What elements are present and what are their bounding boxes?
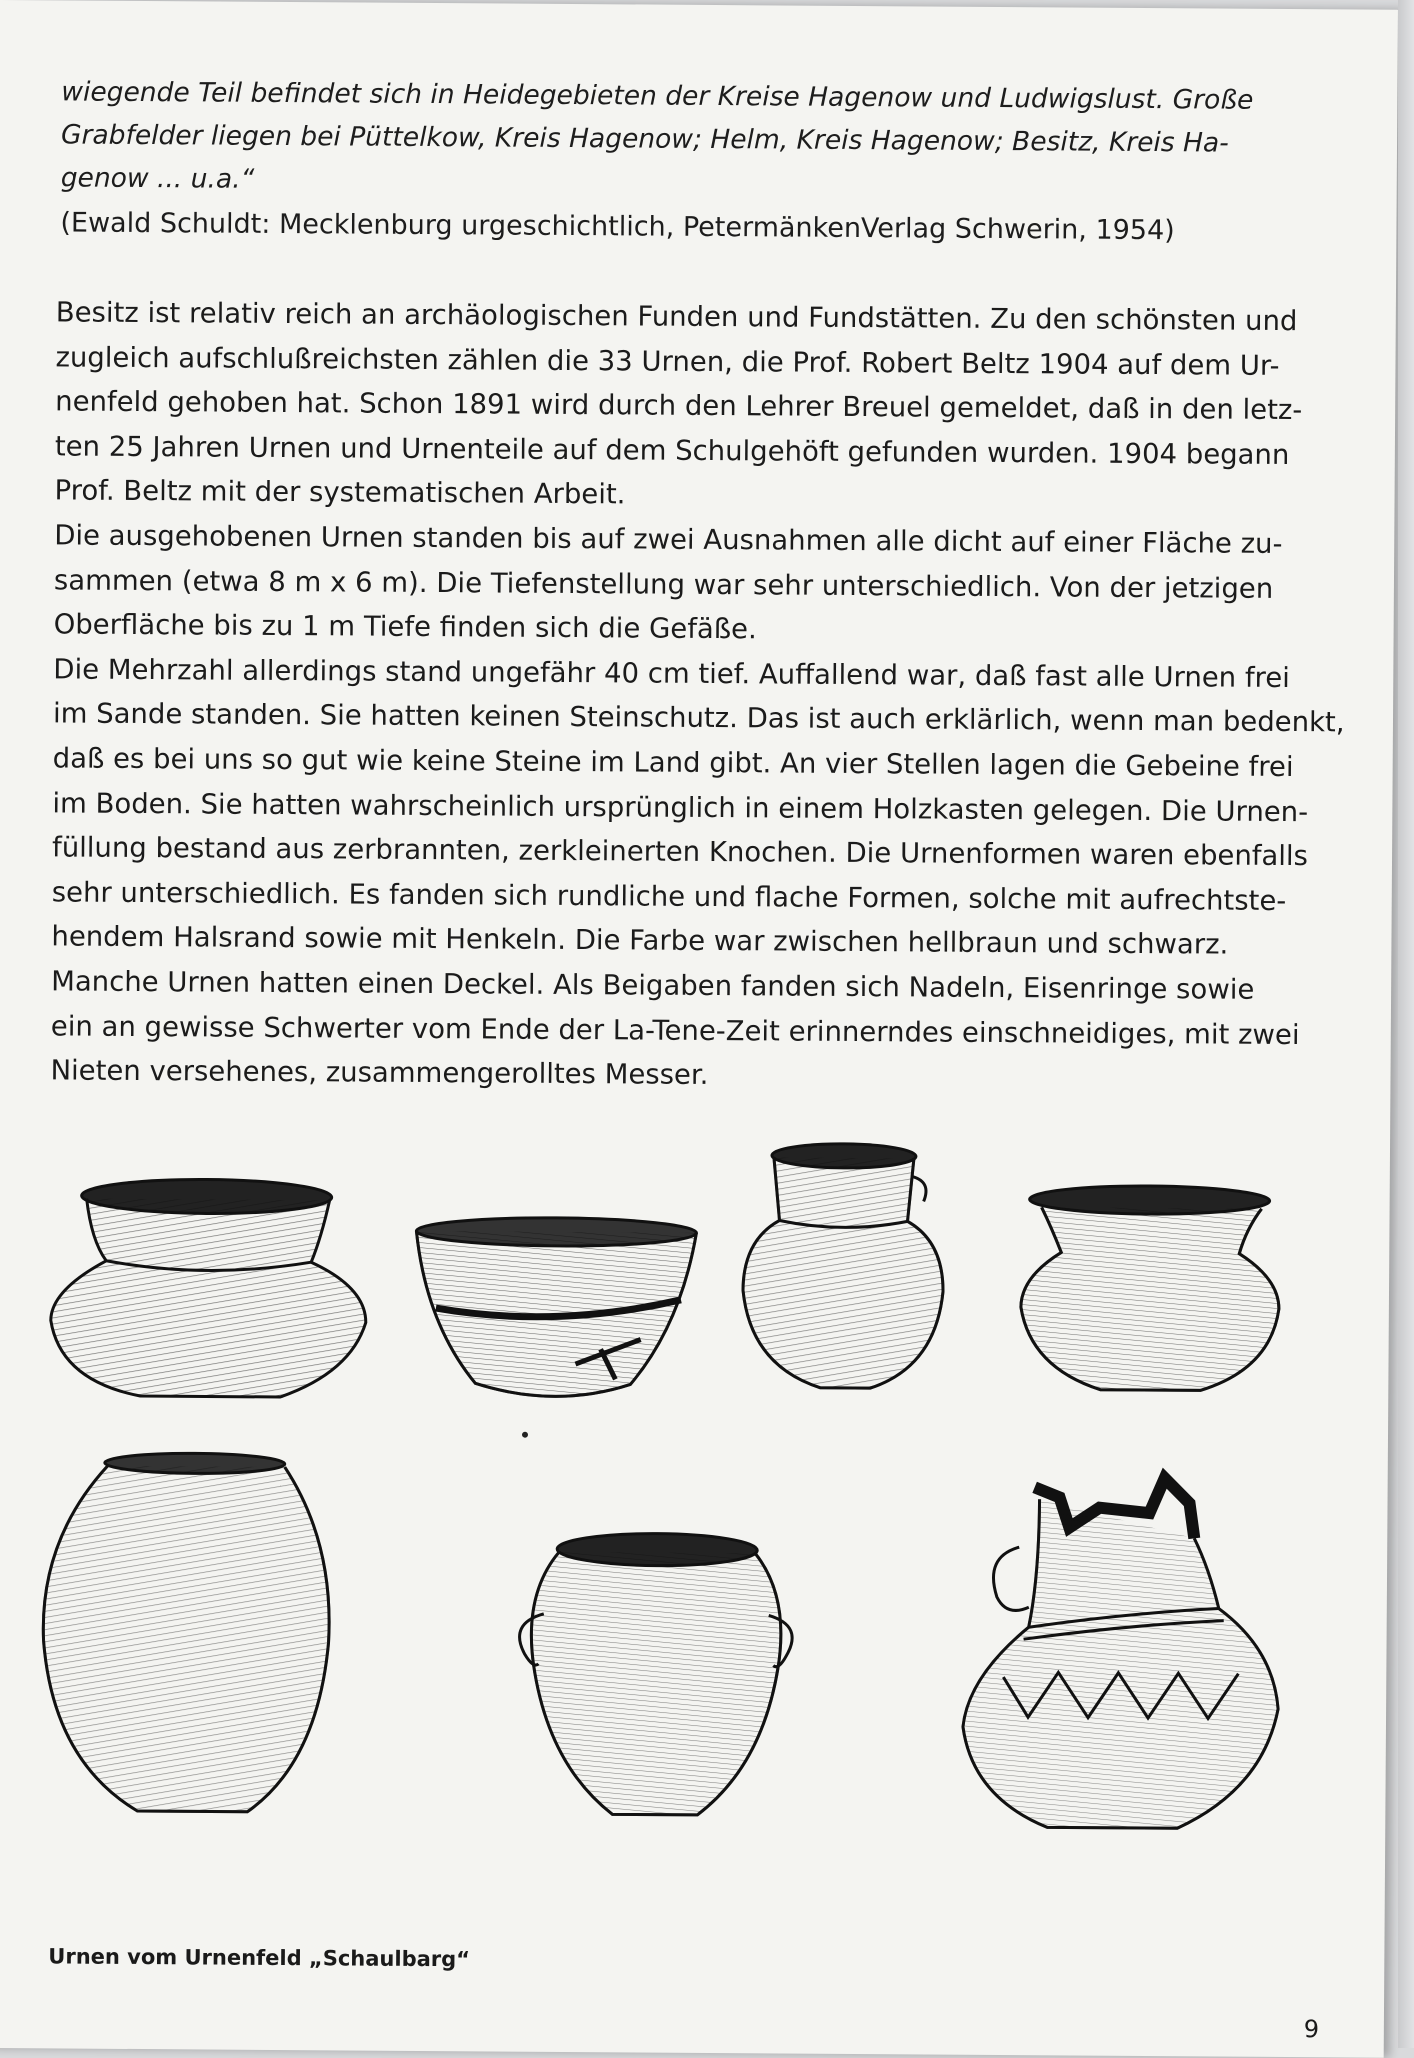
text-line: Die Mehrzahl allerdings stand ungefähr 40 cm tief. Auffallend war, daß fast alle Urnen frei [53,653,1290,694]
urn-7 [962,1477,1279,1829]
page-edge-shadow [1398,0,1414,2048]
text-line: hendem Halsrand sowie mit Henkeln. Die Farbe war zwischen hellbraun und schwarz. [51,920,1229,961]
urn-2 [415,1217,696,1397]
text-line: im Boden. Sie hatten wahrscheinlich ursprünglich in einem Holzkasten gelegen. Die Urnen- [52,786,1309,828]
text-line: daß es bei uns so gut wie keine Steine im Land gibt. An vier Stellen lagen die Gebeine frei [52,742,1294,783]
figure-caption: Urnen vom Urnenfeld „Schaulbarg“ [48,1944,471,1972]
text-line: im Sande standen. Sie hatten keinen Steinschutz. Das ist auch erklärlich, wenn man bedenkt, [52,697,1345,739]
urn-4 [1020,1185,1279,1391]
text-line: Besitz ist relativ reich an archäologischen Funden und Fundstätten. Zu den schönsten und [55,296,1298,338]
text-line: Die ausgehobenen Urnen standen bis auf zwei Ausnahmen alle dicht auf einer Fläche zu- [54,519,1283,560]
quote-line: wiegende Teil befindet sich in Heidegebieten der Kreise Hagenow und Ludwigslust. Große [61,76,1254,116]
urn-6 [518,1533,793,1816]
text-line: zugleich aufschlußreichsten zählen die 33 Urnen, die Prof. Robert Beltz 1904 auf dem Ur- [55,340,1280,382]
text-line: Nieten versehenes, zusammengerolltes Messer. [50,1054,709,1092]
text-line: Manche Urnen hatten einen Deckel. Als Beigaben fanden sich Nadeln, Eisenringe sowie [51,965,1255,1006]
body-text [50,290,1345,1101]
text-line: Prof. Beltz mit der systematischen Arbeit. [54,474,626,511]
text-line: füllung bestand aus zerbrannten, zerkleinerten Knochen. Die Urnenformen waren ebenfalls [51,831,1309,873]
text-line: ein an gewisse Schwerter vom Ende der La-Tene-Zeit erinnerndes einschneidiges, mit zwei [50,1009,1300,1051]
speck-mark [522,1432,528,1438]
urn-5 [42,1452,330,1812]
urn-illustration [27,1120,1333,1929]
text-line: nenfeld gehoben hat. Schon 1891 wird durch den Lehrer Breuel gemeldet, daß in den letz- [55,385,1303,427]
quote-source: (Ewald Schuldt: Mecklenburg urgeschichtlich, PetermänkenVerlag Schwerin, 1954) [60,207,1175,247]
urn-3 [742,1143,944,1388]
urn-1 [50,1178,367,1397]
text-line: ten 25 Jahren Urnen und Urnenteile auf dem Schulgehöft gefunden wurden. 1904 begann [54,430,1290,471]
text-line: sehr unterschiedlich. Es fanden sich rundliche und flache Formen, solche mit aufrechtste- [51,876,1287,917]
text-line: sammen (etwa 8 m x 6 m). Die Tiefenstellung war sehr unterschiedlich. Von der jetzigen [53,563,1274,605]
text-line: Oberfläche bis zu 1 m Tiefe finden sich die Gefäße. [53,608,757,646]
quote-block [60,70,1291,253]
quote-line: genow ... u.a.“ [60,162,255,195]
page-number: 9 [1303,2015,1320,2044]
quote-line: Grabfelder liegen bei Püttelkow, Kreis Hagenow; Helm, Kreis Hagenow; Besitz, Kreis Ha- [60,119,1229,159]
urn-drawings [27,1120,1333,1929]
